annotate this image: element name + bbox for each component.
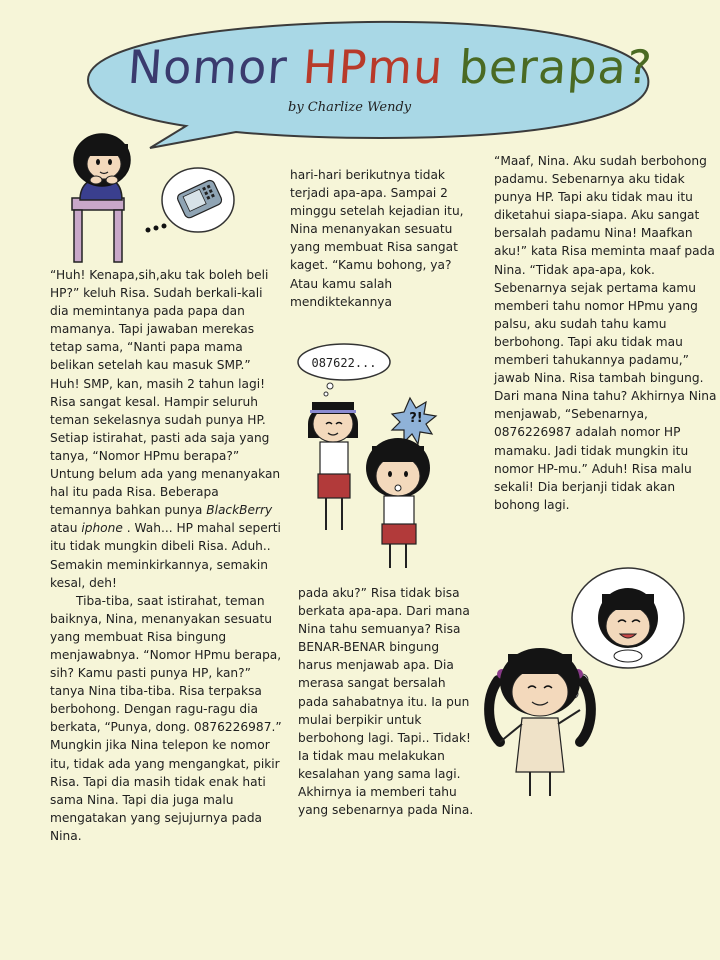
thought-number-text: 087622... bbox=[311, 356, 377, 370]
column-1-paragraph-2: Tiba-tiba, saat istirahat, teman baiknya, Nina, menanyakan sesuatu yang membuat Risa bingung menjawabnya. “Nomor HPmu berapa, sih? Kamu pasti punya HP, kan?” tanya Nina tiba-tiba. Risa terpaksa berbohong. Dengan ragu-ragu dia berkata, “Punya, dong. 0876226987.” Mungkin jika Nina telepon ke nomor itu, tidak ada yang mengangkat, pikir Risa. Tapi dia masih tidak enak hati sama Nina. Tapi dia juga malu mengatakan yang sejujurnya pada Nina. bbox=[50, 593, 282, 843]
article-column-2-bottom: pada aku?” Risa tidak bisa berkata apa-apa. Dari mana Nina tahu semuanya? Risa BENAR-BENAR bingung harus menjawab apa. Dia merasa sangat bersalah pada sahabatnya itu. Ia pun mulai berpikir untuk berbohong lagi. Tapi.. Tidak! Ia tidak mau melakukan kesalahan yang sama lagi. Akhirnya ia memberi tahu yang sebenarnya pada Nina. bbox=[298, 586, 474, 818]
brand-blackberry: BlackBerry bbox=[206, 503, 273, 518]
article-column-1 bbox=[50, 266, 282, 845]
title-word-berapa: berapa? bbox=[457, 40, 655, 94]
alarm-text: ?! bbox=[409, 411, 423, 426]
illustration-risa-thinking bbox=[50, 130, 240, 265]
title-word-hpmu: HPmu bbox=[301, 40, 446, 94]
article-column-3: “Maaf, Nina. Aku sudah berbohong padamu. Sebenarnya aku tidak punya HP. Tapi aku tidak mau itu diketahui siapa-siapa. Aku sangat bersalah padamu Nina! Maafkan aku!” kata Risa meminta maaf pada Nina. “Tidak apa-apa, kok. Sebenarnya sejak pertama kamu memberi tahu nomor HPmu yang palsu, aku sudah tahu kamu berbohong. Tapi aku tidak mau memberi tahukannya padamu,” jawab Nina. Risa tambah bingung. Dari mana Nina tahu? Akhirnya Nina menjawab, “Sebenarnya, 0876226987 adalah nomor HP mamaku. Jadi tidak mungkin itu nomor HP-mu.” Aduh! Risa malu sekali! Dia berjanji tidak akan bohong lagi. bbox=[494, 154, 717, 512]
illustration-nina-risa bbox=[292, 340, 472, 572]
illustration-girl-thinking-friend bbox=[478, 560, 708, 800]
title-word-nomor: Nomor bbox=[126, 40, 290, 94]
article-column-2-top: hari-hari berikutnya tidak terjadi apa-apa. Sampai 2 minggu setelah kejadian itu, Nina menanyakan sesuatu yang membuat Risa sangat kaget. “Kamu bohong, ya? Atau kamu salah mendiktekannya bbox=[290, 168, 464, 309]
column-1-paragraph-1: “Huh! Kenapa,sih,aku tak boleh beli HP?” keluh Risa. Sudah berkali-kali dia memintanya pada papa dan mamanya. Tapi jawaban merekas tetap sama, “Nanti papa mama belikan setelah kau masuk SMP.” Huh! SMP, kan, masih 2 tahun lagi! Risa sangat kesal. Hampir seluruh teman sekelasnya sudah punya HP. Setiap istirahat, pasti ada saja yang tanya, “Nomor HPmu berapa?” Untung belum ada yang menanyakan hal itu pada Risa. Beberapa temannya bahkan punya BlackBerry atau iphone . Wah... HP mahal seperti itu tidak mungkin dibeli Risa. Aduh.. Semakin meminkirkannya, semakin kesal, deh! bbox=[50, 268, 281, 590]
brand-iphone: iphone bbox=[81, 521, 123, 536]
byline: by Charlize Wendy bbox=[288, 100, 412, 115]
article-title bbox=[126, 40, 655, 94]
